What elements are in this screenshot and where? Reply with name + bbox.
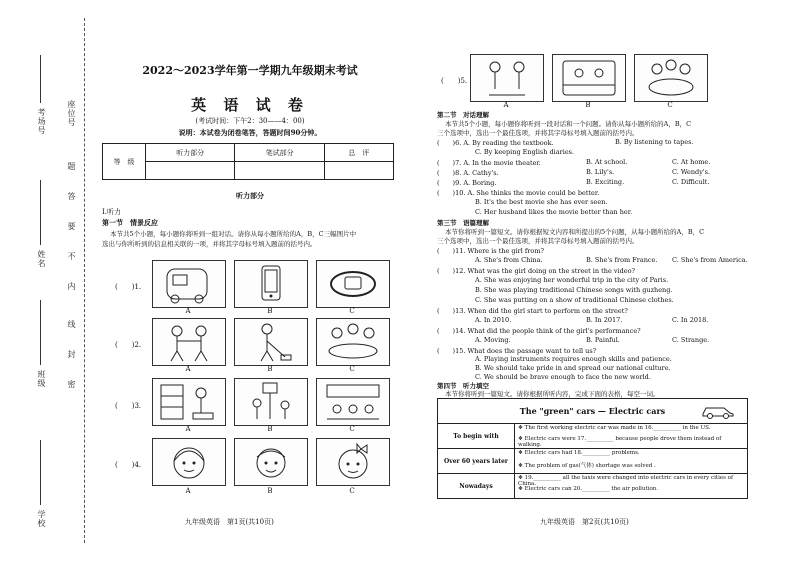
electric-car-icon (700, 403, 736, 419)
fill-table-title-wrap (441, 400, 744, 422)
margin-char: 密 (67, 380, 76, 389)
blank-18-line[interactable]: ❖ Electric cars had 18.__________ problems. (518, 450, 640, 456)
margin-char: 内 (67, 282, 76, 291)
vacuum-cleaning-icon (235, 319, 307, 365)
q1-option-b-image[interactable] (234, 260, 308, 308)
q1-label-c: C (349, 307, 355, 315)
q12-option-c[interactable]: C. She was putting on a show of traditional Chinese clothes. (475, 296, 674, 304)
school-line (40, 440, 41, 505)
name-label: 姓名 (37, 250, 46, 268)
part-4-heading: 第四节 听力填空 (437, 382, 489, 390)
blank-16-line[interactable]: ❖ The first working electric car was made in 16.__________ in the US. (518, 425, 711, 431)
robot-vacuum-icon (153, 261, 225, 307)
part-3-instruction-2: 三个选项中，选出一个最佳选项，并将其字母标号填入题前的括号内。 (437, 237, 639, 245)
part-4-instruction: 本节你将听到一篇短文。请你根据所听内容，完成下面的表格，每空一词。 (445, 390, 660, 398)
q15-option-a[interactable]: A. Playing instruments requires enough skills and patience. (475, 355, 672, 363)
classroom-icon (317, 379, 389, 425)
part-2-instruction-1: 本节共5个小题，每小题你将听到一段对话和一个问题。请你从每小题所给的A，B，C (445, 120, 692, 128)
q7-option-a[interactable]: ( )7. A. In the movie theater. (437, 159, 541, 167)
question-4-number[interactable]: ( )4. (115, 461, 142, 469)
name-line (40, 180, 41, 245)
q6-option-a[interactable]: ( )6. A. By reading the textbook. (437, 139, 554, 147)
q11-option-c[interactable]: C. She's from America. (672, 256, 748, 264)
blank-20-line[interactable]: ❖ Electric cars can 20.__________ the air pollution. (518, 486, 659, 492)
people-dancing-icon (153, 319, 225, 365)
q7-option-b[interactable]: B. At school. (586, 158, 628, 166)
binding-dashed-line (84, 18, 85, 543)
margin-char: 不 (67, 252, 76, 261)
q12-option-b[interactable]: B. She was playing traditional Chinese songs with guzheng. (475, 286, 673, 294)
q3-option-b-image[interactable] (234, 378, 308, 426)
friends-talking-icon (471, 55, 543, 101)
q4-label-c: C (349, 487, 355, 495)
q5-option-c-image[interactable] (634, 54, 708, 102)
score-listening-cell[interactable] (146, 162, 235, 180)
q1-option-c-image[interactable] (316, 260, 390, 308)
section-1-heading: Ⅰ.听力 (102, 208, 121, 216)
q5-option-b-image[interactable] (552, 54, 626, 102)
row-head-60-years: Over 60 years later (438, 449, 515, 474)
fill-in-table (437, 398, 748, 499)
class-line (40, 300, 41, 365)
girl-face-icon (153, 439, 225, 485)
q9-option-c[interactable]: C. Difficult. (672, 178, 710, 186)
score-total-header: 总 评 (324, 144, 393, 162)
q8-option-c[interactable]: C. Wendy's. (672, 168, 711, 176)
q2-option-c-image[interactable] (316, 318, 390, 366)
q14-option-c[interactable]: C. Strange. (672, 336, 710, 344)
q13-option-b[interactable]: B. In 2017. (586, 316, 623, 324)
boy-face-icon (235, 439, 307, 485)
exam-time: (考试时间：下午2：30——4：00) (195, 117, 305, 125)
part-3-heading: 第三节 语篇理解 (437, 219, 489, 227)
bus-riders-icon (553, 55, 625, 101)
party-table-icon (635, 55, 707, 101)
smart-band-icon (317, 261, 389, 307)
q3-label-a: A (185, 425, 191, 433)
q4-label-b: B (267, 487, 273, 495)
q4-option-a-image[interactable] (152, 438, 226, 486)
q12-question: ( )12. What was the girl doing on the street in the video? (437, 267, 636, 275)
question-2-number[interactable]: ( )2. (115, 341, 142, 349)
seat-number-label: 座位号 (67, 100, 76, 127)
q15-question: ( )15. What does the passage want to tell us? (437, 347, 597, 355)
class-label: 班级 (37, 370, 46, 388)
q4-option-b-image[interactable] (234, 438, 308, 486)
exam-subtitle: 英 语 试 卷 (191, 96, 309, 114)
part-1-heading: 第一节 情景反应 (102, 218, 158, 227)
page-1-footer: 九年级英语 第1页(共10页) (185, 518, 274, 526)
exam-title: 2022～2023学年第一学期九年级期末考试 (142, 64, 358, 77)
school-label: 学校 (37, 510, 46, 528)
q5-label-a: A (503, 101, 509, 109)
exam-number-label: 考场号 (37, 108, 46, 135)
q14-option-b[interactable]: B. Painful. (586, 336, 620, 344)
fill-table-title: The "green" cars — Electric cars (519, 406, 666, 416)
basketball-court-icon (235, 379, 307, 425)
margin-char: 答 (67, 192, 76, 201)
family-dinner-icon (317, 319, 389, 365)
row-nowadays-content (515, 474, 748, 499)
q3-option-a-image[interactable] (152, 378, 226, 426)
q14-option-a[interactable]: A. Moving. (475, 336, 511, 344)
q3-label-c: C (349, 425, 355, 433)
part-1-instruction-1: 本节共5个小题，每小题你将听到一组对话。请你从每小题所给的A，B，C三幅图片中 (110, 230, 357, 238)
q7-option-c[interactable]: C. At home. (672, 158, 711, 166)
score-grade-header: 等 级 (103, 144, 146, 180)
q1-label-b: B (267, 307, 273, 315)
margin-char: 线 (67, 320, 76, 329)
page-2-footer: 九年级英语 第2页(共10页) (540, 518, 629, 526)
q5-option-a-image[interactable] (470, 54, 544, 102)
question-1-number[interactable]: ( )1. (115, 283, 142, 291)
q10-option-b[interactable]: B. It's the best movie she has ever seen. (475, 198, 608, 206)
q2-option-a-image[interactable] (152, 318, 226, 366)
q10-option-a[interactable]: ( )10. A. She thinks the movie could be better. (437, 189, 600, 197)
q2-label-a: A (185, 365, 191, 373)
margin-char: 题 (67, 162, 76, 171)
library-shelves-icon (153, 379, 225, 425)
phone-icon (235, 261, 307, 307)
row-head-begin: To begin with (438, 424, 515, 449)
q9-option-a[interactable]: ( )9. A. Boring. (437, 179, 497, 187)
q4-label-a: A (185, 487, 191, 495)
q11-question: ( )11. Where is the girl from? (437, 247, 544, 255)
margin-char: 要 (67, 222, 76, 231)
part-1-instruction-2: 选出与你所听到的信息相关联的一项，并将其字母标号填入题前的括号内。 (102, 240, 317, 248)
part-2-instruction-2: 三个选项中，选出一个最佳选项，并将其字母标号填入题前的括号内。 (437, 129, 639, 137)
q3-label-b: B (267, 425, 273, 433)
exam-note: 说明：本试卷为闭卷笔答，答题时间90分钟。 (178, 128, 322, 137)
q6-option-c[interactable]: C. By keeping English diaries. (475, 148, 575, 156)
q13-question: ( )13. When did the girl start to perform on the street? (437, 307, 628, 315)
q14-question: ( )14. What did the people think of the girl's performance? (437, 327, 641, 335)
q3-option-c-image[interactable] (316, 378, 390, 426)
q15-option-c[interactable]: C. We should be brave enough to face the new world. (475, 373, 651, 381)
q11-option-b[interactable]: B. She's from France. (586, 256, 658, 264)
q1-option-a-image[interactable] (152, 260, 226, 308)
row-begin-content (515, 424, 748, 449)
q6-option-b[interactable]: B. By listening to tapes. (615, 138, 694, 146)
margin-char: 封 (67, 350, 76, 359)
q8-option-b[interactable]: B. Lily's. (586, 168, 615, 176)
listening-part-heading: 听力部分 (236, 191, 264, 200)
q4-option-c-image[interactable] (316, 438, 390, 486)
q13-option-c[interactable]: C. In 2018. (672, 316, 709, 324)
blank-17-line[interactable]: ❖ Electric cars were 17.__________ because people drove them instead of walking. (518, 436, 722, 448)
score-writing-header: 笔试部分 (235, 144, 324, 162)
q13-option-a[interactable]: A. In 2010. (475, 316, 512, 324)
q1-label-a: A (185, 307, 191, 315)
q8-option-a[interactable]: ( )8. A. Cathy's. (437, 169, 499, 177)
exam-number-line (40, 55, 41, 103)
q15-option-b[interactable]: B. We should take pride in and spread our national culture. (475, 364, 671, 372)
q11-option-a[interactable]: A. She's from China. (475, 256, 543, 264)
girl-with-bow-icon (317, 439, 389, 485)
score-total-cell[interactable] (324, 162, 393, 180)
q5-label-b: B (585, 101, 591, 109)
q12-option-a[interactable]: A. She was enjoying her wonderful trip in the city of Paris. (475, 276, 669, 284)
row-60-years-content (515, 449, 748, 474)
row-head-nowadays: Nowadays (438, 474, 515, 499)
q2-label-b: B (267, 365, 273, 373)
q10-option-c[interactable]: C. Her husband likes the movie better than her. (475, 208, 633, 216)
question-3-number[interactable]: ( )3. (115, 402, 142, 410)
fill-table-title-cell (438, 399, 748, 424)
q2-label-c: C (349, 365, 355, 373)
score-listening-header: 听力部分 (146, 144, 235, 162)
q9-option-b[interactable]: B. Exciting. (586, 178, 625, 186)
score-writing-cell[interactable] (235, 162, 324, 180)
question-5-number[interactable]: ( )5. (441, 77, 468, 85)
q5-label-c: C (667, 101, 673, 109)
part-2-heading: 第二节 对话理解 (437, 111, 489, 119)
q2-option-b-image[interactable] (234, 318, 308, 366)
blank-19-line[interactable]: ❖ 19.__________ all the taxis were changed into electric cars in every cities of China. (518, 475, 734, 487)
part-3-instruction-1: 本节你将听到一篇短文。请你根据短文内容和所提出的5个问题，从每小题所给的A，B，C (445, 228, 705, 236)
gas-shortage-line: ❖ The problem of gas(气体) shortage was solved . (518, 463, 656, 469)
score-table (102, 143, 394, 180)
